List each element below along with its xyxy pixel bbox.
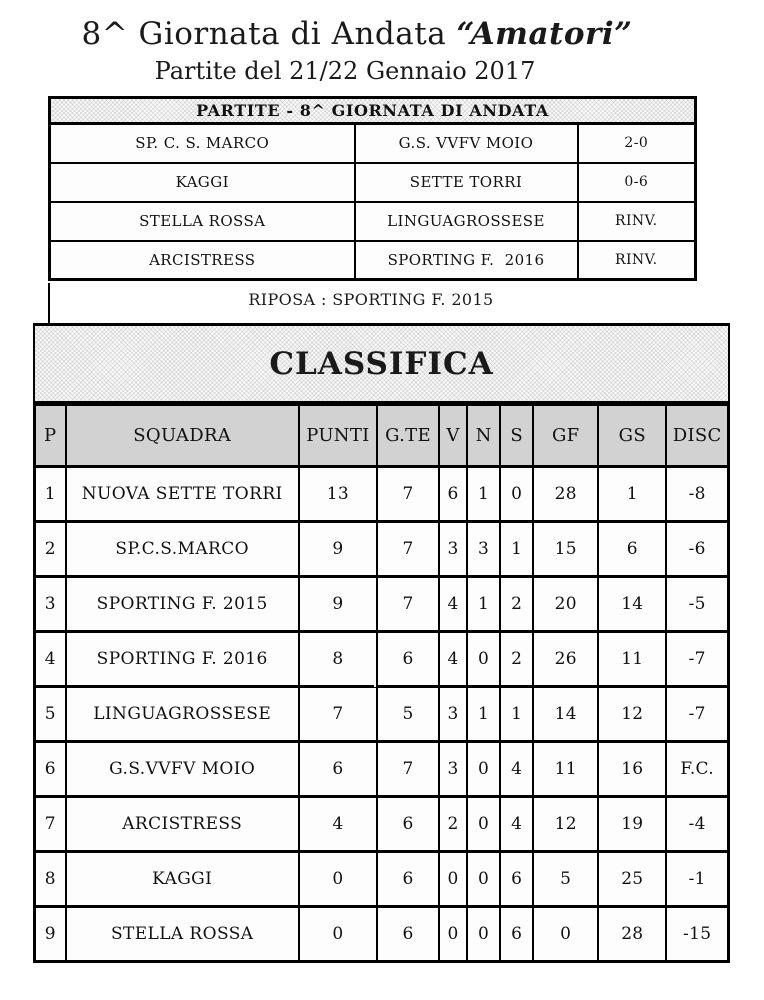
goals-against: 12 <box>598 687 666 742</box>
goals-against: 14 <box>598 577 666 632</box>
games: 5 <box>377 687 439 742</box>
wins: 6 <box>439 467 467 522</box>
match-row <box>50 241 696 280</box>
disc: -4 <box>666 797 728 852</box>
bye-note: RIPOSA : SPORTING F. 2015 <box>248 290 494 309</box>
goals-for: 0 <box>533 907 598 962</box>
points: 13 <box>299 467 377 522</box>
draws: 0 <box>467 852 500 907</box>
losses: 2 <box>500 577 533 632</box>
goals-for: 15 <box>533 522 598 577</box>
losses: 0 <box>500 467 533 522</box>
games: 7 <box>377 522 439 577</box>
page-subtitle: Partite del 21/22 Gennaio 2017 <box>154 57 536 85</box>
games: 6 <box>377 907 439 962</box>
home-team: STELLA ROSSA <box>50 202 355 241</box>
goals-for: 20 <box>533 577 598 632</box>
team-name: NUOVA SETTE TORRI <box>66 467 299 522</box>
col-header-games: G.TE <box>377 405 439 467</box>
draws: 0 <box>467 742 500 797</box>
matches-table-header: PARTITE - 8^ GIORNATA DI ANDATA <box>50 98 696 124</box>
disc: F.C. <box>666 742 728 797</box>
col-header-position: P <box>35 405 66 467</box>
match-row <box>50 202 696 241</box>
position: 3 <box>35 577 66 632</box>
standings-row <box>35 522 729 577</box>
away-team: SPORTING F. 2016 <box>355 241 578 280</box>
wins: 0 <box>439 852 467 907</box>
wins: 2 <box>439 797 467 852</box>
col-header-disc: DISC <box>666 405 728 467</box>
goals-for: 5 <box>533 852 598 907</box>
disc: -15 <box>666 907 728 962</box>
draws: 0 <box>467 907 500 962</box>
title-text: 8^ Giornata di Andata <box>81 16 457 52</box>
wins: 3 <box>439 687 467 742</box>
position: 8 <box>35 852 66 907</box>
goals-against: 25 <box>598 852 666 907</box>
col-header-draws: N <box>467 405 500 467</box>
position: 2 <box>35 522 66 577</box>
points: 8 <box>299 632 377 687</box>
games: 7 <box>377 467 439 522</box>
home-team: SP. C. S. MARCO <box>50 124 355 163</box>
standings-row <box>35 907 729 962</box>
draws: 0 <box>467 797 500 852</box>
losses: 6 <box>500 852 533 907</box>
goals-against: 28 <box>598 907 666 962</box>
team-name: SPORTING F. 2015 <box>66 577 299 632</box>
goals-against: 1 <box>598 467 666 522</box>
points: 9 <box>299 522 377 577</box>
disc: -5 <box>666 577 728 632</box>
col-header-goals-for: GF <box>533 405 598 467</box>
team-name: STELLA ROSSA <box>66 907 299 962</box>
wins: 0 <box>439 907 467 962</box>
standings-row <box>35 577 729 632</box>
points: 0 <box>299 907 377 962</box>
standings-table <box>33 403 730 963</box>
points: 4 <box>299 797 377 852</box>
standings-header-row <box>35 405 729 467</box>
position: 6 <box>35 742 66 797</box>
points: 9 <box>299 577 377 632</box>
col-header-points: PUNTI <box>299 405 377 467</box>
col-header-goals-against: GS <box>598 405 666 467</box>
away-team: LINGUAGROSSESE <box>355 202 578 241</box>
games: 6 <box>377 632 439 687</box>
wins: 3 <box>439 522 467 577</box>
position: 7 <box>35 797 66 852</box>
points: 0 <box>299 852 377 907</box>
games: 7 <box>377 742 439 797</box>
losses: 6 <box>500 907 533 962</box>
goals-for: 12 <box>533 797 598 852</box>
dashed-border-artifact <box>374 639 376 689</box>
standings-row <box>35 797 729 852</box>
draws: 1 <box>467 687 500 742</box>
losses: 1 <box>500 687 533 742</box>
away-team: G.S. VVFV MOIO <box>355 124 578 163</box>
disc: -7 <box>666 687 728 742</box>
points: 7 <box>299 687 377 742</box>
disc: -6 <box>666 522 728 577</box>
goals-for: 26 <box>533 632 598 687</box>
away-team: SETTE TORRI <box>355 163 578 202</box>
goals-for: 11 <box>533 742 598 797</box>
wins: 3 <box>439 742 467 797</box>
matches-table <box>48 96 697 281</box>
match-result: 2-0 <box>578 124 696 163</box>
match-row <box>50 124 696 163</box>
disc: -1 <box>666 852 728 907</box>
draws: 0 <box>467 632 500 687</box>
team-name: KAGGI <box>66 852 299 907</box>
matches-header-row <box>50 98 696 124</box>
games: 6 <box>377 797 439 852</box>
standings-row <box>35 632 729 687</box>
team-name: G.S.VVFV MOIO <box>66 742 299 797</box>
goals-against: 11 <box>598 632 666 687</box>
team-name: ARCISTRESS <box>66 797 299 852</box>
disc: -7 <box>666 632 728 687</box>
position: 1 <box>35 467 66 522</box>
home-team: KAGGI <box>50 163 355 202</box>
col-header-losses: S <box>500 405 533 467</box>
goals-for: 14 <box>533 687 598 742</box>
games: 7 <box>377 577 439 632</box>
home-team: ARCISTRESS <box>50 241 355 280</box>
match-row <box>50 163 696 202</box>
match-result: 0-6 <box>578 163 696 202</box>
team-name: SP.C.S.MARCO <box>66 522 299 577</box>
wins: 4 <box>439 632 467 687</box>
position: 9 <box>35 907 66 962</box>
disc: -8 <box>666 467 728 522</box>
losses: 4 <box>500 797 533 852</box>
points: 6 <box>299 742 377 797</box>
match-result: RINV. <box>578 241 696 280</box>
games: 6 <box>377 852 439 907</box>
position: 4 <box>35 632 66 687</box>
title-emphasis: “Amatori” <box>456 16 633 52</box>
standings-row <box>35 742 729 797</box>
goals-against: 16 <box>598 742 666 797</box>
standings-banner: CLASSIFICA <box>33 323 730 403</box>
col-header-wins: V <box>439 405 467 467</box>
standings-row <box>35 687 729 742</box>
goals-against: 19 <box>598 797 666 852</box>
goals-for: 28 <box>533 467 598 522</box>
match-result: RINV. <box>578 202 696 241</box>
team-name: SPORTING F. 2016 <box>66 632 299 687</box>
draws: 1 <box>467 467 500 522</box>
col-header-team: SQUADRA <box>66 405 299 467</box>
team-name: LINGUAGROSSESE <box>66 687 299 742</box>
position: 5 <box>35 687 66 742</box>
page-title <box>0 16 714 52</box>
draws: 3 <box>467 522 500 577</box>
wins: 4 <box>439 577 467 632</box>
goals-against: 6 <box>598 522 666 577</box>
losses: 4 <box>500 742 533 797</box>
losses: 2 <box>500 632 533 687</box>
standings-row <box>35 852 729 907</box>
losses: 1 <box>500 522 533 577</box>
standings-row <box>35 467 729 522</box>
draws: 1 <box>467 577 500 632</box>
